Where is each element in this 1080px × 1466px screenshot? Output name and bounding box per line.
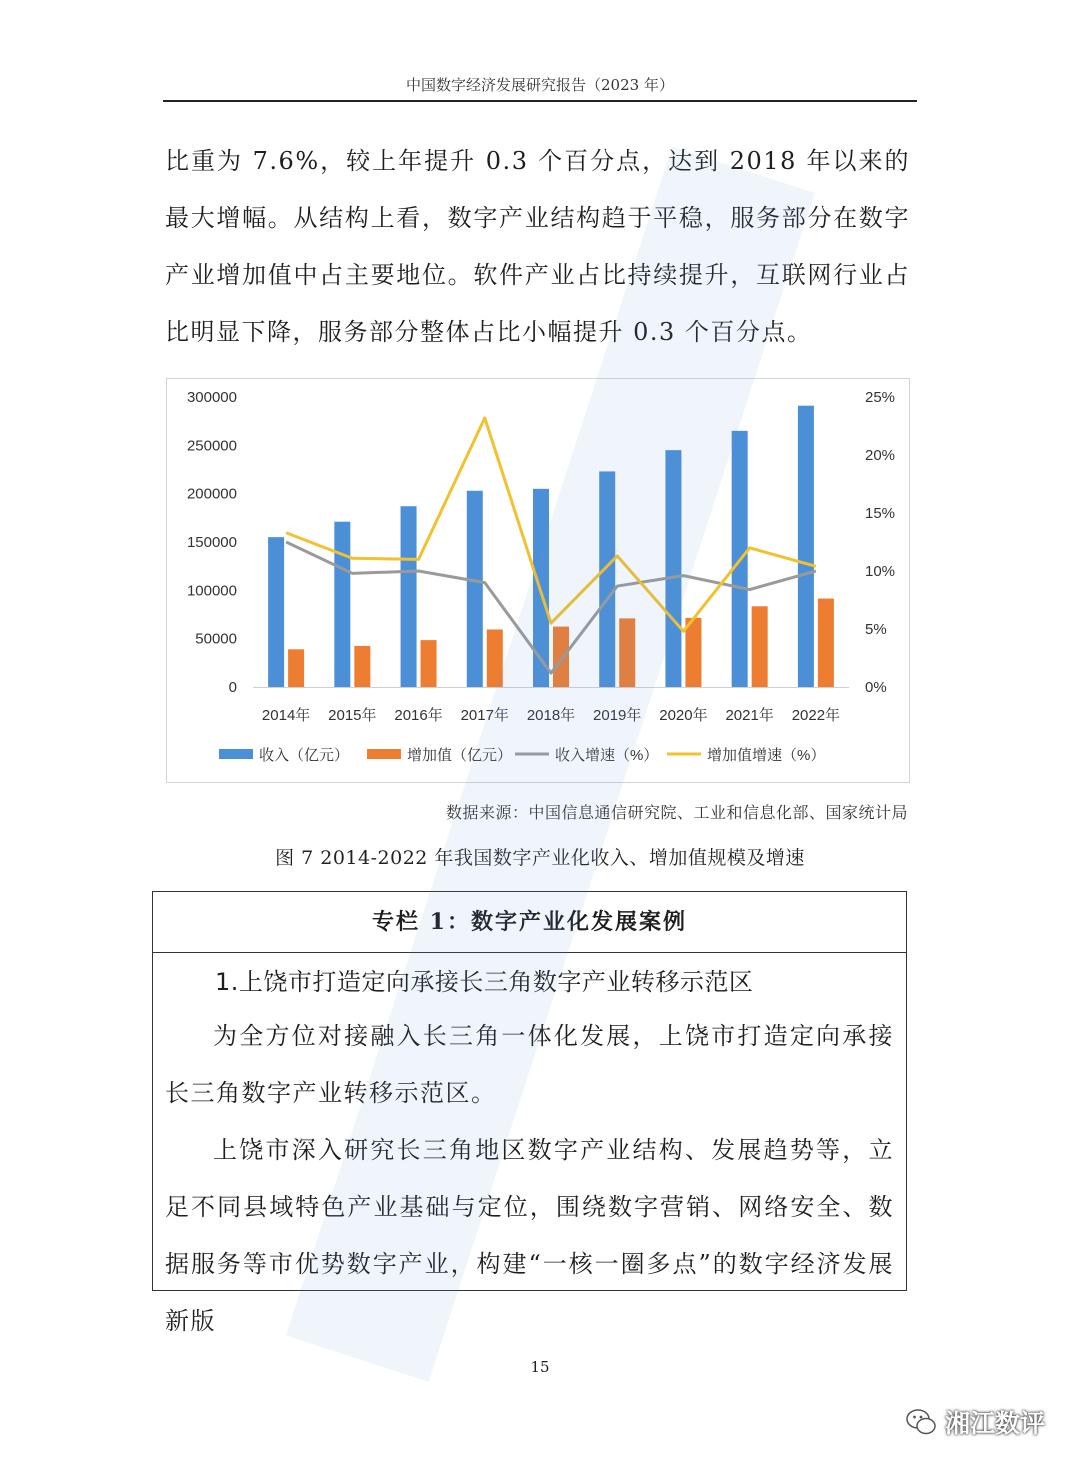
left-axis-tick: 300000 bbox=[186, 389, 237, 406]
source-note: 数据来源：中国信息通信研究院、工业和信息化部、国家统计局 bbox=[445, 803, 908, 822]
bar-revenue bbox=[599, 471, 615, 687]
right-axis-tick: 25% bbox=[865, 389, 896, 406]
page-number: 15 bbox=[530, 1358, 550, 1376]
x-axis-tick: 2014年 bbox=[261, 707, 311, 724]
wechat-icon bbox=[905, 1407, 937, 1437]
bar-value-added bbox=[619, 618, 635, 687]
right-axis-tick: 15% bbox=[865, 505, 896, 522]
right-axis-tick: 20% bbox=[865, 447, 896, 464]
bar-value-added bbox=[421, 640, 437, 687]
digital-industry-chart bbox=[167, 379, 911, 784]
legend-label: 收入（亿元） bbox=[259, 747, 350, 764]
bar-revenue bbox=[334, 522, 350, 687]
bar-value-added bbox=[487, 629, 503, 687]
left-axis-tick: 150000 bbox=[186, 534, 237, 551]
box-title: 专栏 1：数字产业化发展案例 bbox=[153, 892, 906, 953]
x-axis-tick: 2015年 bbox=[328, 707, 377, 724]
legend-label: 增加值增速（%） bbox=[707, 747, 826, 764]
bar-revenue bbox=[665, 450, 681, 687]
bar-value-added bbox=[752, 606, 768, 687]
x-axis-tick: 2018年 bbox=[526, 707, 576, 724]
left-axis-tick: 50000 bbox=[195, 630, 237, 648]
box-paragraph-2: 上饶市深入研究长三角地区数字产业结构、发展趋势等，立足不同县域特色产业基础与定位，围绕数字营销、网络安全、数据服务等市优势数字产业，构建“一核一圈多点”的数字经济发展新版 bbox=[165, 1136, 894, 1335]
bar-value-added bbox=[818, 599, 834, 687]
x-axis-tick: 2022年 bbox=[791, 707, 841, 724]
right-axis-tick: 0% bbox=[865, 679, 887, 696]
bar-revenue bbox=[268, 537, 284, 687]
x-axis-tick: 2016年 bbox=[394, 707, 443, 724]
case-column-box bbox=[152, 891, 907, 1335]
bar-value-added bbox=[354, 646, 370, 687]
left-axis-tick: 250000 bbox=[186, 437, 237, 455]
box-paragraph-1: 为全方位对接融入长三角一体化发展，上饶市打造定向承接长三角数字产业转移示范区。 bbox=[165, 1022, 894, 1107]
x-axis-tick: 2021年 bbox=[725, 707, 774, 724]
bar-value-added bbox=[288, 649, 304, 687]
legend-swatch bbox=[367, 749, 401, 759]
page-header: 中国数字经济发展研究报告（2023 年） bbox=[406, 76, 674, 94]
left-axis-tick: 200000 bbox=[186, 485, 237, 503]
account-watermark bbox=[905, 1405, 1045, 1439]
figure-caption: 图 7 2014-2022 年我国数字产业化收入、增加值规模及增速 bbox=[275, 847, 805, 869]
left-axis-tick: 0 bbox=[228, 679, 237, 696]
bar-value-added bbox=[553, 627, 569, 687]
box-heading: 1.上饶市打造定向承接长三角数字产业转移示范区 bbox=[215, 968, 754, 996]
bar-revenue bbox=[401, 506, 417, 687]
x-axis-tick: 2019年 bbox=[593, 707, 642, 724]
x-axis-tick: 2017年 bbox=[460, 707, 509, 724]
right-axis-tick: 10% bbox=[865, 563, 896, 580]
left-axis-tick: 100000 bbox=[186, 582, 237, 600]
watermark-text: 湘江数评 bbox=[945, 1409, 1046, 1438]
chart-frame bbox=[166, 378, 910, 783]
legend-label: 增加值（亿元） bbox=[407, 747, 513, 764]
right-axis-tick: 5% bbox=[865, 621, 887, 638]
legend-swatch bbox=[219, 749, 253, 759]
x-axis-tick: 2020年 bbox=[659, 707, 708, 724]
legend-label: 收入增速（%） bbox=[555, 747, 659, 764]
header-divider bbox=[163, 100, 917, 102]
bar-revenue bbox=[467, 491, 483, 687]
bar-value-added bbox=[685, 618, 701, 687]
intro-paragraph: 比重为 7.6%，较上年提升 0.3 个百分点，达到 2018 年以来的最大增幅。从结构上看，数字产业结构趋于平稳，服务部分在数字产业增加值中占主要地位。软件产业占比持续提升，互联网行业占比明显下降，服务部分整体占比小幅提升 0.3 个百分点。 bbox=[165, 147, 910, 346]
bar-revenue bbox=[798, 406, 814, 687]
